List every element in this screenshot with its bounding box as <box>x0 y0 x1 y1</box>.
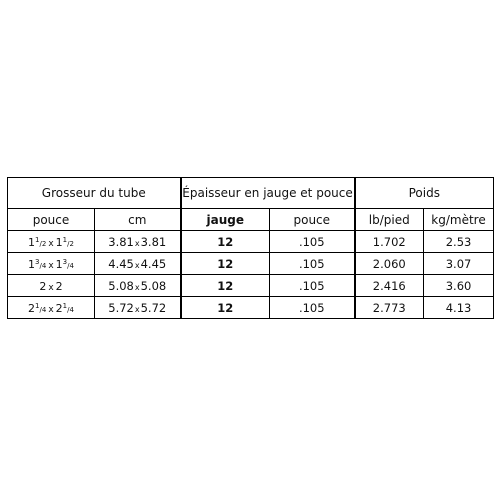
sub-header-kg-m: kg/mètre <box>424 209 494 231</box>
thickness-inch-cell: .105 <box>270 297 355 319</box>
group-header-row <box>8 178 494 209</box>
cm-size-cell <box>95 253 181 275</box>
inch-whole: 2 <box>39 279 47 293</box>
inch-whole: 2 <box>55 279 63 293</box>
table-row <box>8 297 494 319</box>
cm-size-cell <box>95 231 181 253</box>
sub-header-row <box>8 209 494 231</box>
kg-m-cell: 4.13 <box>424 297 494 319</box>
inch-size-cell: $1^3/4$ x $1^3/4$ <box>8 253 95 275</box>
inch-fraction-numerator: 1 <box>62 301 68 310</box>
sub-header-lb-ft: lb/pied <box>355 209 424 231</box>
cm-times: x <box>134 282 140 292</box>
inch-whole: 1 <box>55 257 63 271</box>
table-row <box>8 231 494 253</box>
lb-ft-cell: 2.773 <box>355 297 424 319</box>
inch-fraction-denominator: 4 <box>41 261 47 270</box>
lb-ft-cell: 2.060 <box>355 253 424 275</box>
inch-whole: 2 <box>55 301 63 315</box>
cm-value: 5.72 <box>140 300 167 315</box>
inch-times: x <box>48 238 54 249</box>
inch-times: x <box>48 260 54 271</box>
inch-fraction-numerator: 3 <box>62 257 68 266</box>
inch-whole: 2 <box>28 301 36 315</box>
cm-value: 3.81 <box>108 234 134 249</box>
group-header-tube-size: Grosseur du tube <box>8 178 181 209</box>
inch-size-cell <box>8 275 95 297</box>
cm-size-cell <box>95 297 181 319</box>
thickness-inch-cell: .105 <box>270 253 355 275</box>
table-row <box>8 275 494 297</box>
cm-value: 5.72 <box>108 300 134 315</box>
cm-times: x <box>134 238 140 248</box>
gauge-cell: 12 <box>181 231 270 253</box>
inch-fraction-denominator: 4 <box>41 305 47 314</box>
cm-times: x <box>134 304 140 314</box>
cm-value: 5.08 <box>140 278 167 293</box>
inch-whole: 1 <box>55 235 63 249</box>
cm-value: 5.08 <box>108 278 134 293</box>
thickness-inch-cell: .105 <box>270 231 355 253</box>
inch-size-cell: $1^1/2$ x $1^1/2$ <box>8 231 95 253</box>
inch-fraction-denominator: 4 <box>69 305 74 314</box>
inch-fraction-denominator: 2 <box>41 239 47 248</box>
inch-times: x <box>48 282 54 293</box>
sub-header-inch: pouce <box>8 209 95 231</box>
inch-whole: 1 <box>28 235 36 249</box>
cm-value: 4.45 <box>140 256 167 271</box>
gauge-cell: 12 <box>181 253 270 275</box>
kg-m-cell: 3.07 <box>424 253 494 275</box>
cm-value: 3.81 <box>140 234 167 249</box>
cm-times: x <box>134 260 140 270</box>
cm-value: 4.45 <box>108 256 134 271</box>
kg-m-cell: 3.60 <box>424 275 494 297</box>
inch-fraction-numerator: 3 <box>35 257 40 266</box>
table-row <box>8 253 494 275</box>
tube-spec-table <box>7 177 494 319</box>
sub-header-gauge: jauge <box>181 209 270 231</box>
gauge-cell: 12 <box>181 275 270 297</box>
inch-fraction-denominator: 2 <box>69 239 74 248</box>
inch-fraction-denominator: 4 <box>69 261 74 270</box>
inch-times: x <box>48 304 54 315</box>
lb-ft-cell: 1.702 <box>355 231 424 253</box>
group-header-thickness: Épaisseur en jauge et pouce <box>181 178 355 209</box>
sub-header-thickness-inch: pouce <box>270 209 355 231</box>
group-header-weight: Poids <box>355 178 494 209</box>
kg-m-cell: 2.53 <box>424 231 494 253</box>
inch-fraction-numerator: 1 <box>62 235 68 244</box>
gauge-cell: 12 <box>181 297 270 319</box>
lb-ft-cell: 2.416 <box>355 275 424 297</box>
cm-size-cell <box>95 275 181 297</box>
inch-size-cell: $2^1/4$ x $2^1/4$ <box>8 297 95 319</box>
inch-fraction-numerator: 1 <box>35 301 40 310</box>
inch-fraction-numerator: 1 <box>35 235 40 244</box>
inch-whole: 1 <box>28 257 36 271</box>
thickness-inch-cell: .105 <box>270 275 355 297</box>
sub-header-cm: cm <box>95 209 181 231</box>
